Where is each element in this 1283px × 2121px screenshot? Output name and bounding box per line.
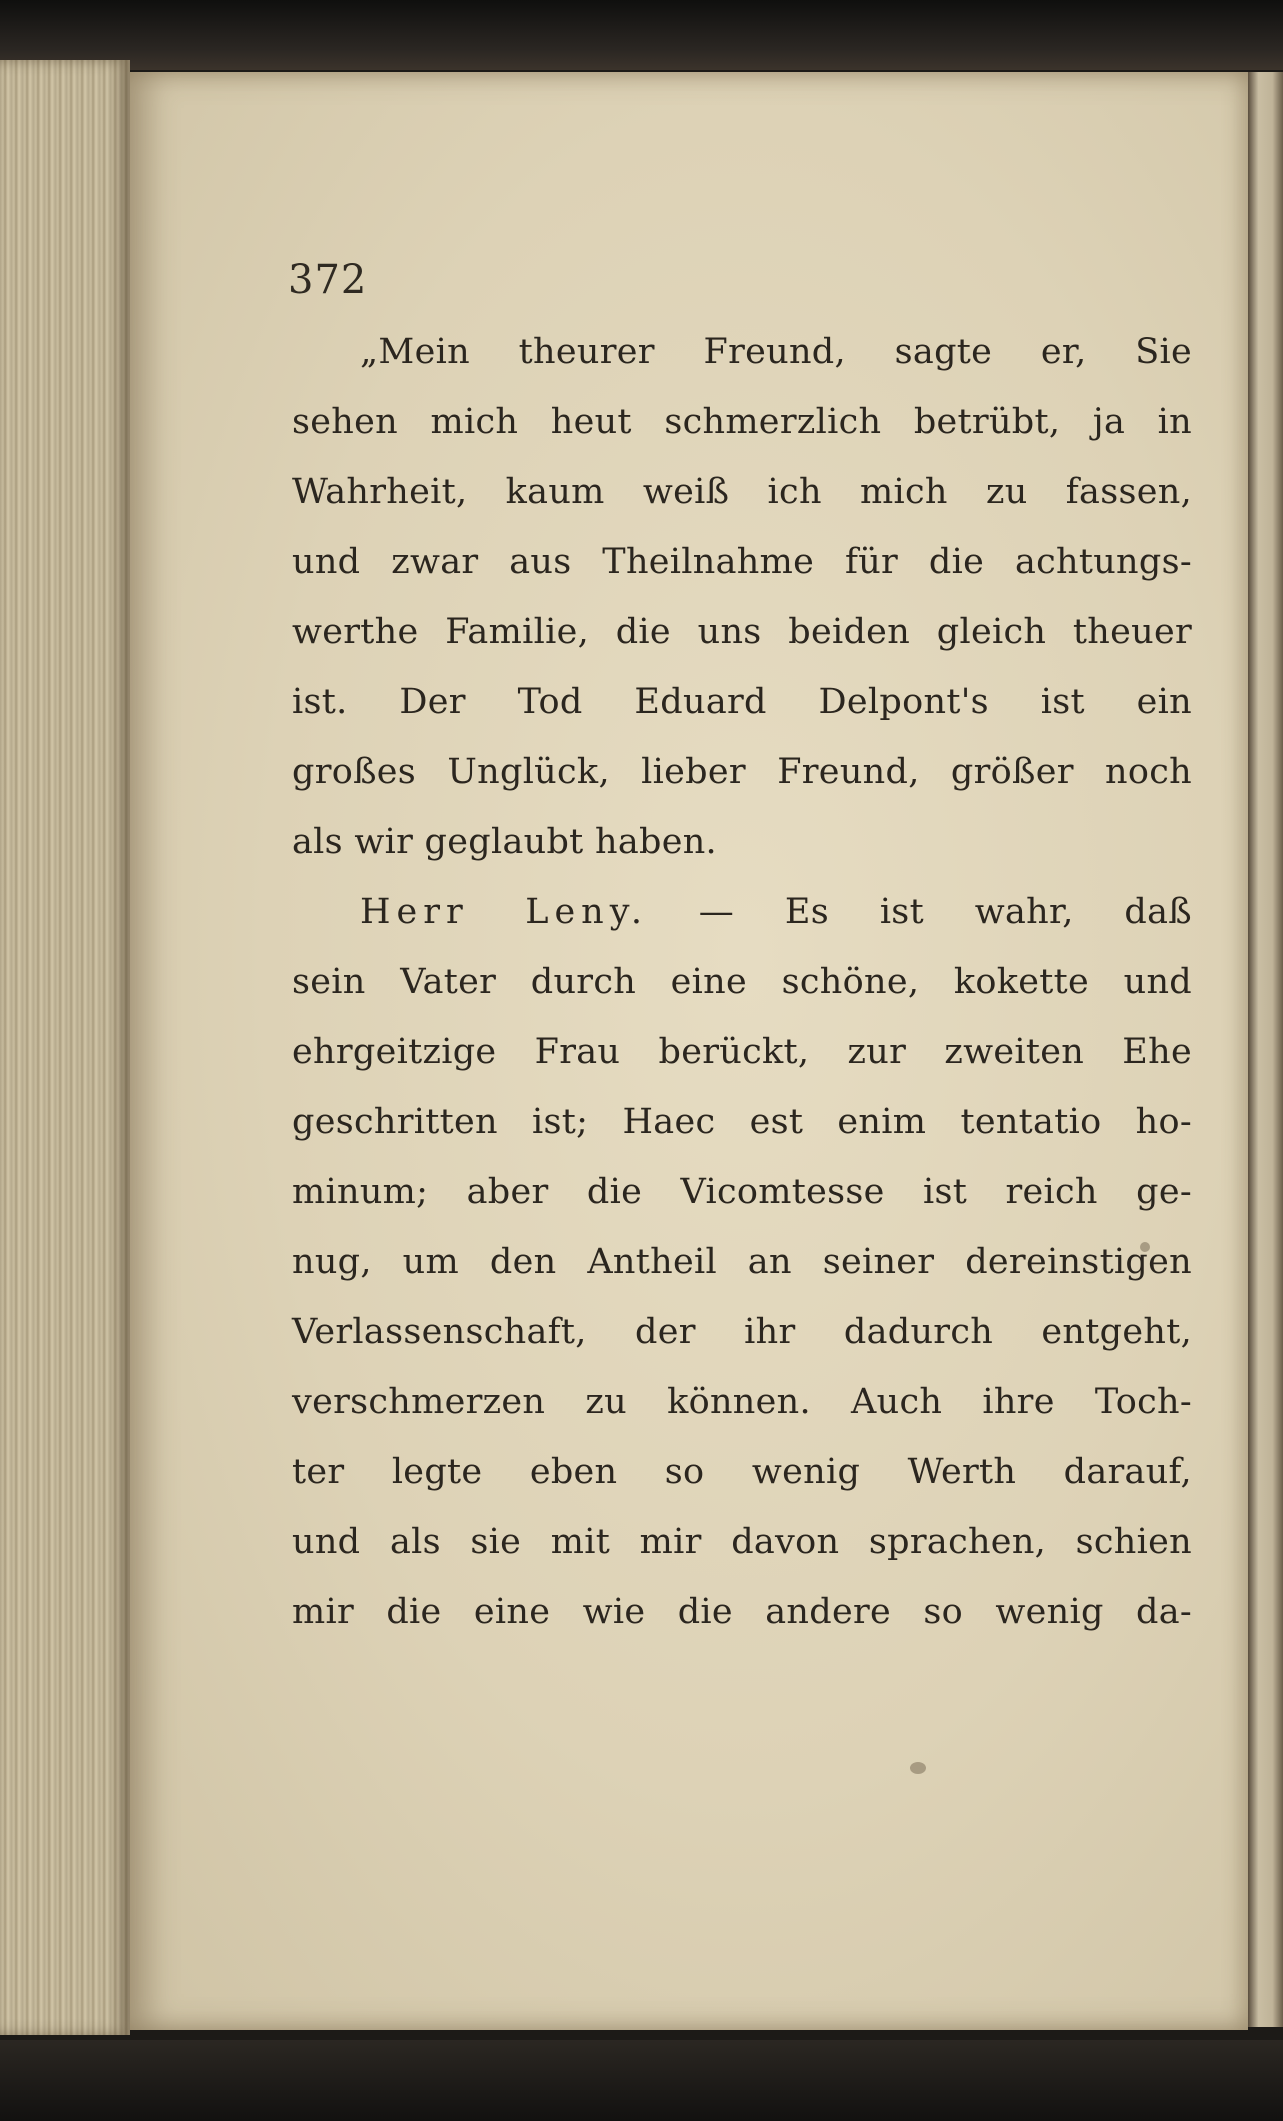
text-line: mir die eine wie die andere so wenig da- — [292, 1592, 1192, 1632]
body-text — [292, 317, 1192, 1647]
speaker-name: Herr Leny. — [360, 892, 648, 932]
text-line: als wir geglaubt haben. — [292, 822, 717, 862]
scan-background-top — [0, 0, 1283, 70]
book-page-edges — [0, 60, 130, 2035]
text-line: Wahrheit, kaum weiß ich mich zu fassen, — [292, 472, 1192, 512]
paper-spot — [910, 1762, 926, 1774]
text-line: nug, um den Antheil an seiner dereinstigen — [292, 1242, 1192, 1282]
speaker-line — [292, 877, 1192, 947]
text-line: sein Vater durch eine schöne, kokette und — [292, 962, 1192, 1002]
text-line: geschritten ist; Haec est enim tentatio ho- — [292, 1102, 1192, 1142]
text-line: großes Unglück, lieber Freund, größer noch — [292, 752, 1192, 792]
text-line: und als sie mit mir davon sprachen, schien — [292, 1522, 1192, 1562]
text-line: Verlassenschaft, der ihr dadurch entgeht, — [292, 1312, 1192, 1352]
text-line: ter legte eben so wenig Werth darauf, — [292, 1452, 1192, 1492]
text-line: „Mein theurer Freund, sagte er, Sie — [360, 332, 1192, 372]
book-page — [130, 72, 1248, 2030]
text-line: werthe Familie, die uns beiden gleich theuer — [292, 612, 1192, 652]
text-line: und zwar aus Theilnahme für die achtungs- — [292, 542, 1192, 582]
text-line: minum; aber die Vicomtesse ist reich ge- — [292, 1172, 1192, 1212]
text-line: verschmerzen zu können. Auch ihre Toch- — [292, 1382, 1192, 1422]
text-line: ehrgeitzige Frau berückt, zur zweiten Ehe — [292, 1032, 1192, 1072]
text-line: sehen mich heut schmerzlich betrübt, ja in — [292, 402, 1192, 442]
scan-background-bottom — [0, 2040, 1283, 2121]
book-right-edge — [1248, 72, 1283, 2027]
page-number: 372 — [288, 257, 368, 303]
text-line: ist. Der Tod Eduard Delpont's ist ein — [292, 682, 1192, 722]
text-line: — Es ist wahr, daß — [698, 892, 1192, 932]
